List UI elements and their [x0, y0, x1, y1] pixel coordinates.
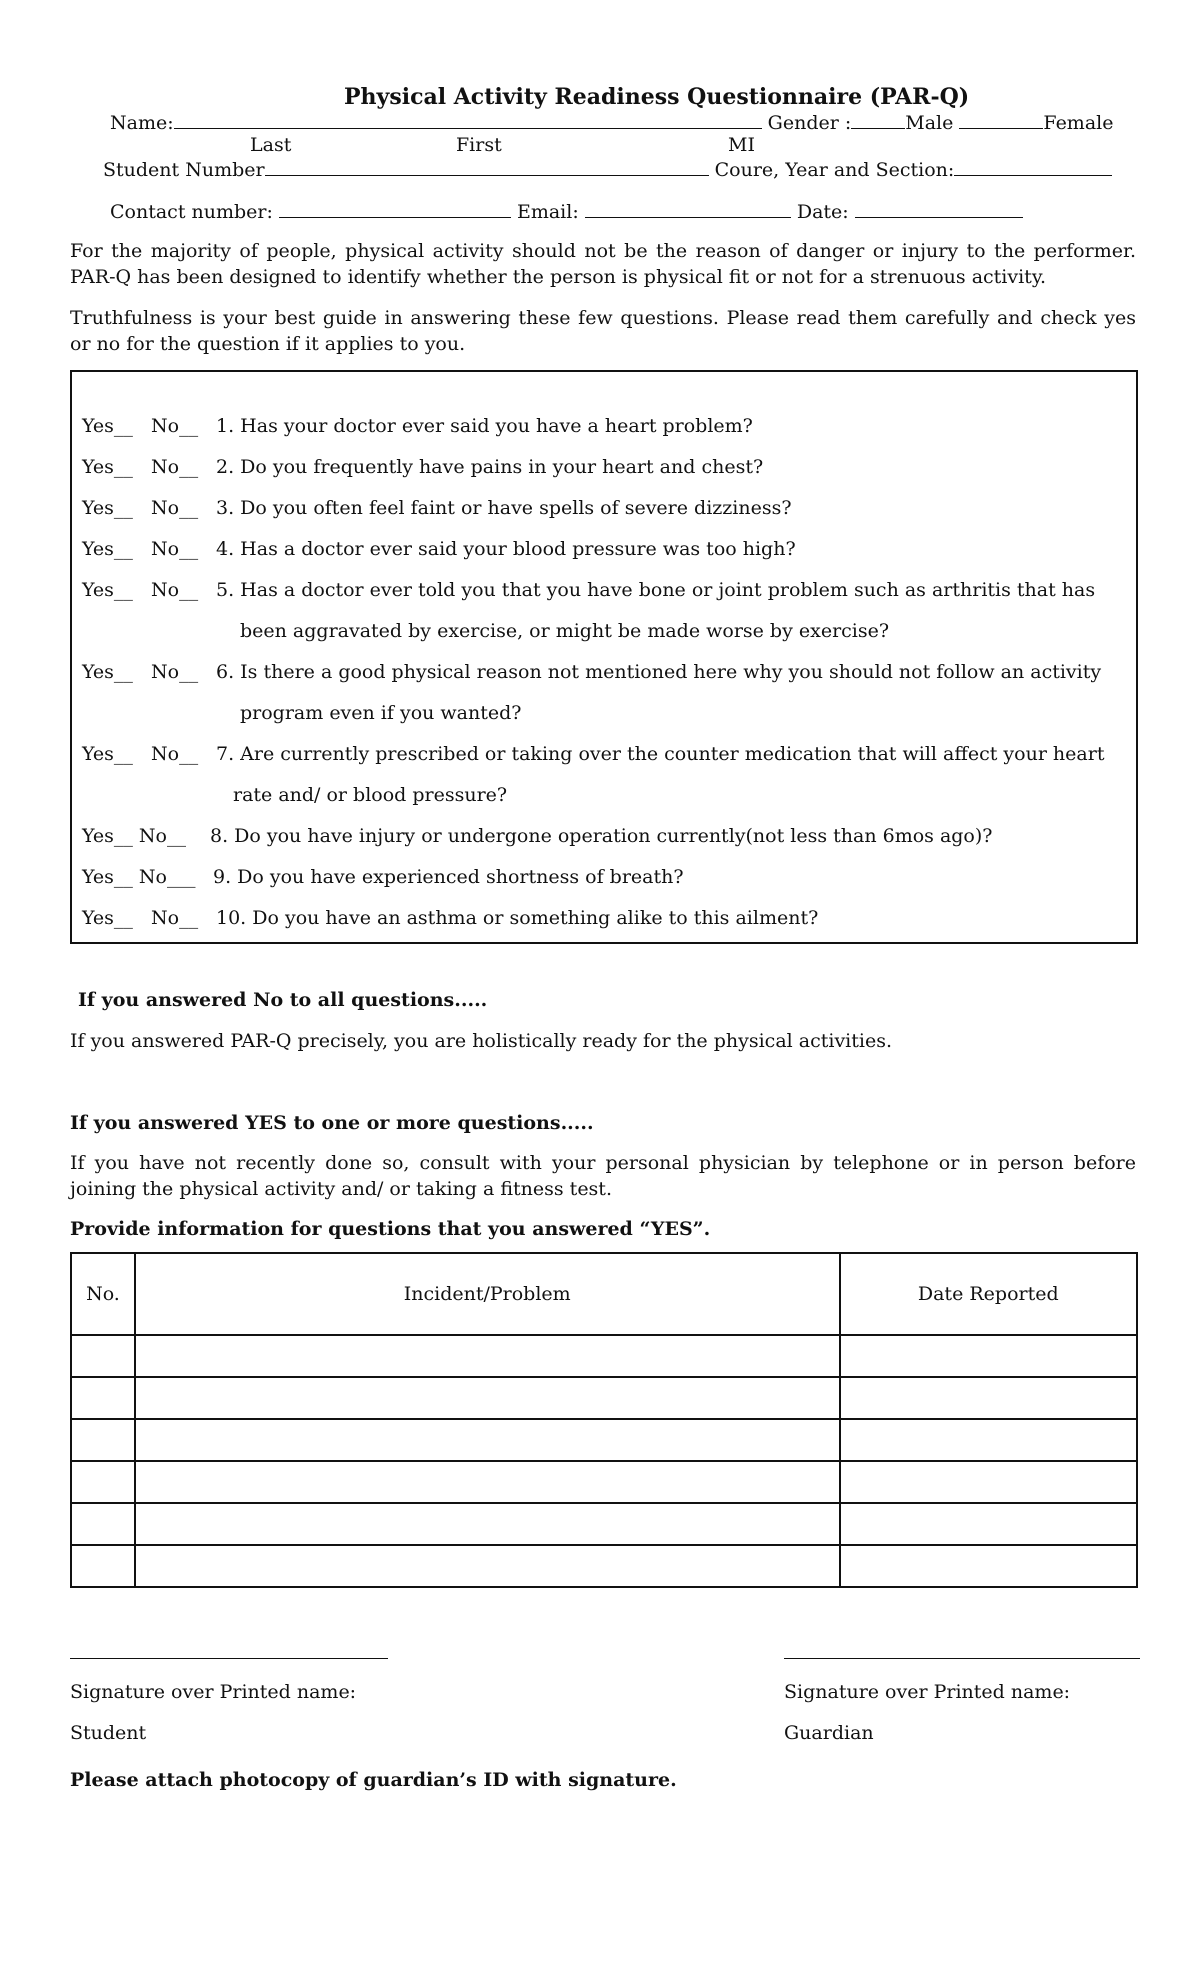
- female-label: Female: [1043, 112, 1114, 134]
- column-header-date: Date Reported: [840, 1253, 1137, 1335]
- intro-paragraph-1: For the majority of people, physical activity should not be the reason of danger or injury to the performer. PAR-Q has been designed to identify whether the person is physical fit or not for a strenuous activity.: [70, 240, 1136, 288]
- student-number-field[interactable]: [265, 157, 709, 176]
- table-cell-no[interactable]: [71, 1503, 135, 1545]
- course-label: Coure, Year and Section:: [714, 159, 955, 181]
- table-cell-no[interactable]: [71, 1377, 135, 1419]
- student-role-label: Student: [70, 1722, 147, 1744]
- last-label: Last: [250, 134, 292, 156]
- yes-section-text: If you have not recently done so, consult with your personal physician by telephone or in person before joining the physical activity and/ or taking a fitness test.: [70, 1152, 1136, 1200]
- date-field[interactable]: [855, 199, 1023, 218]
- footer-note: Please attach photocopy of guardian’s ID with signature.: [70, 1769, 677, 1791]
- page-title: Physical Activity Readiness Questionnaire (PAR-Q): [344, 84, 970, 110]
- table-row: [71, 1503, 1137, 1545]
- course-field[interactable]: [954, 157, 1112, 176]
- question-text: 10. Do you have an asthma or something alike to this ailment?: [216, 907, 819, 929]
- column-header-no: No.: [71, 1253, 135, 1335]
- table-cell-incident[interactable]: [135, 1461, 840, 1503]
- question-text: 5. Has a doctor ever told you that you have bone or joint problem such as arthritis that has: [216, 579, 1096, 601]
- provide-info-heading: Provide information for questions that you answered “YES”.: [70, 1218, 711, 1240]
- table-cell-incident[interactable]: [135, 1419, 840, 1461]
- table-cell-date[interactable]: [840, 1461, 1137, 1503]
- guardian-signature-line[interactable]: [784, 1658, 1140, 1659]
- table-cell-no[interactable]: [71, 1545, 135, 1587]
- male-label: Male: [905, 112, 954, 134]
- table-cell-no[interactable]: [71, 1335, 135, 1377]
- guardian-role-label: Guardian: [784, 1722, 874, 1744]
- yes-no-options[interactable]: Yes__ No__: [82, 415, 199, 437]
- table-row: [71, 1545, 1137, 1587]
- table-row: [71, 1335, 1137, 1377]
- incident-table: [70, 1252, 1138, 1588]
- yes-no-options[interactable]: Yes__ No__: [82, 825, 186, 847]
- question-text: 8. Do you have injury or undergone operation currently(not less than 6mos ago)?: [210, 825, 993, 847]
- question-text: 4. Has a doctor ever said your blood pressure was too high?: [216, 538, 796, 560]
- name-row: [110, 110, 1113, 135]
- question-continuation: been aggravated by exercise, or might be made worse by exercise?: [240, 620, 890, 642]
- question-text: 9. Do you have experienced shortness of breath?: [213, 866, 684, 888]
- yes-no-options[interactable]: Yes__ No__: [82, 538, 199, 560]
- first-label: First: [456, 134, 502, 156]
- table-cell-date[interactable]: [840, 1419, 1137, 1461]
- student-row: [103, 157, 1112, 182]
- yes-no-options[interactable]: Yes__ No__: [82, 456, 199, 478]
- no-section-text: If you answered PAR-Q precisely, you are holistically ready for the physical activities.: [70, 1030, 893, 1052]
- question-text: 6. Is there a good physical reason not mentioned here why you should not follow an activity: [216, 661, 1102, 683]
- question-text: 1. Has your doctor ever said you have a heart problem?: [216, 415, 753, 437]
- guardian-signature-label: Signature over Printed name:: [784, 1681, 1071, 1703]
- table-cell-date[interactable]: [840, 1545, 1137, 1587]
- table-cell-date[interactable]: [840, 1377, 1137, 1419]
- question-text: 3. Do you often feel faint or have spells of severe dizziness?: [216, 497, 792, 519]
- table-cell-incident[interactable]: [135, 1545, 840, 1587]
- name-field[interactable]: [174, 110, 762, 129]
- gender-label: Gender :: [767, 112, 852, 134]
- student-signature-line[interactable]: [70, 1658, 388, 1659]
- table-cell-incident[interactable]: [135, 1503, 840, 1545]
- question-continuation: program even if you wanted?: [240, 702, 522, 724]
- student-number-label: Student Number: [103, 159, 265, 181]
- yes-no-options[interactable]: Yes__ No__: [82, 743, 199, 765]
- male-blank[interactable]: [851, 110, 905, 129]
- intro-paragraph-2: Truthfulness is your best guide in answering these few questions. Please read them carefully and check yes or no for the question if it applies to you.: [70, 307, 1136, 355]
- no-section-heading: If you answered No to all questions.....: [78, 989, 488, 1011]
- contact-label: Contact number:: [110, 201, 273, 223]
- date-label: Date:: [796, 201, 849, 223]
- contact-row: [110, 199, 1023, 224]
- column-header-incident: Incident/Problem: [135, 1253, 840, 1335]
- yes-section-heading: If you answered YES to one or more questions.....: [70, 1112, 594, 1134]
- email-label: Email:: [516, 201, 579, 223]
- contact-field[interactable]: [279, 199, 511, 218]
- email-field[interactable]: [585, 199, 791, 218]
- table-cell-no[interactable]: [71, 1461, 135, 1503]
- yes-no-options[interactable]: Yes__ No__: [82, 579, 199, 601]
- table-header-row: [71, 1253, 1137, 1335]
- yes-no-options[interactable]: Yes__ No__: [82, 907, 199, 929]
- table-cell-incident[interactable]: [135, 1377, 840, 1419]
- name-label: Name:: [110, 112, 174, 134]
- table-row: [71, 1377, 1137, 1419]
- question-text: 7. Are currently prescribed or taking over the counter medication that will affect your heart: [216, 743, 1105, 765]
- table-cell-incident[interactable]: [135, 1335, 840, 1377]
- yes-no-options[interactable]: Yes__ No___: [82, 866, 196, 888]
- table-cell-date[interactable]: [840, 1503, 1137, 1545]
- yes-no-options[interactable]: Yes__ No__: [82, 661, 199, 683]
- yes-no-options[interactable]: Yes__ No__: [82, 497, 199, 519]
- female-blank[interactable]: [959, 110, 1043, 129]
- table-row: [71, 1419, 1137, 1461]
- table-cell-no[interactable]: [71, 1419, 135, 1461]
- table-cell-date[interactable]: [840, 1335, 1137, 1377]
- student-signature-label: Signature over Printed name:: [70, 1681, 357, 1703]
- table-row: [71, 1461, 1137, 1503]
- question-continuation: rate and/ or blood pressure?: [233, 784, 508, 806]
- question-text: 2. Do you frequently have pains in your heart and chest?: [216, 456, 764, 478]
- mi-label: MI: [728, 134, 755, 156]
